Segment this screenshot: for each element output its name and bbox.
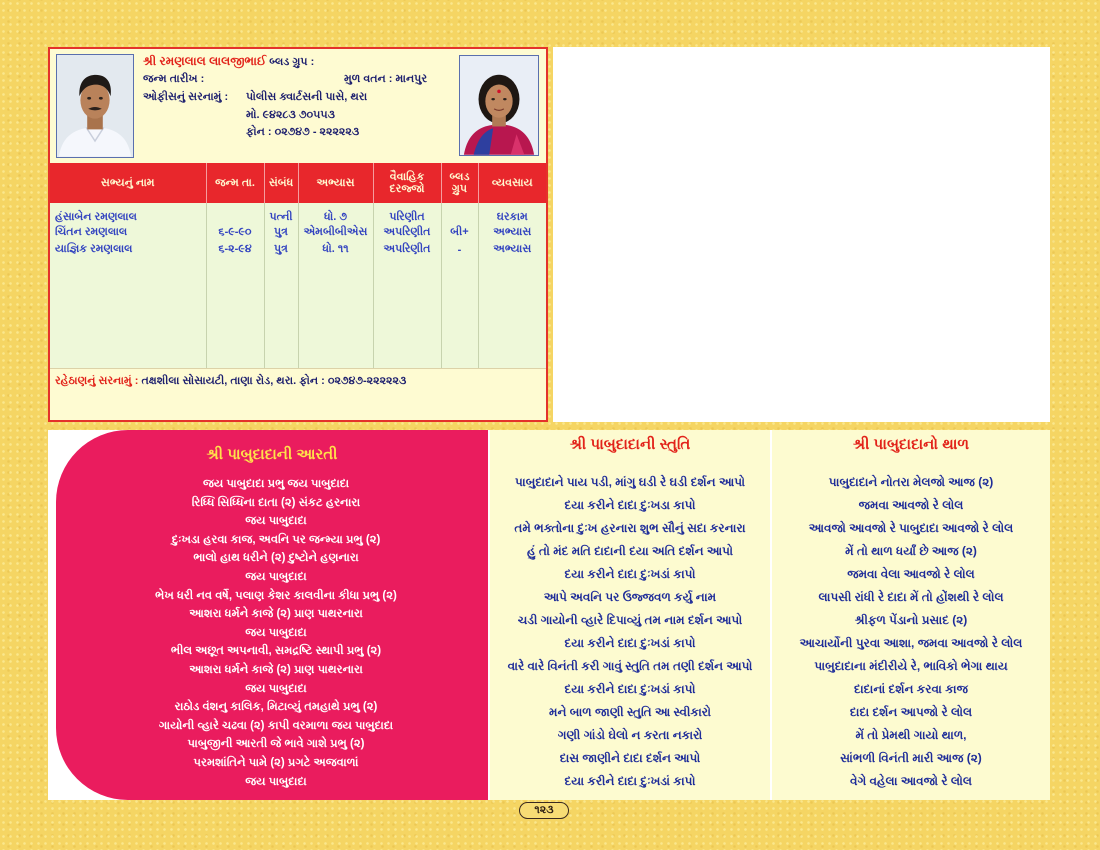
- member-marital-status: અપરિણીત: [373, 224, 441, 241]
- stuti-line: દયા કરીને દાદા દુઃખડાં કાપો: [564, 774, 696, 788]
- stuti-line: દયા કરીને દાદા દુઃખડા કાપો: [564, 498, 696, 512]
- mobile-number: મો. ૯૪૨૮૩ ૭૦૫૫૩: [246, 109, 335, 121]
- aarti-lines: [76, 475, 476, 791]
- aarti-line: જય પાબુદાદા: [245, 515, 307, 528]
- stuti-line: તમે ભક્તોના દુઃખ હરનારા શુભ સૌનું સદા કરનારા: [514, 521, 746, 535]
- member-occupation: ઘરકામ: [478, 203, 546, 224]
- thaal-line: જમવા વેલા આવજો રે લોલ: [847, 567, 975, 581]
- woman-portrait-icon: [460, 56, 538, 155]
- member-name: ચિંતન રમણલાલ: [50, 224, 206, 241]
- thaal-line: આવજો આવજો રે પાબુદાદા આવજો રે લોલ: [808, 521, 1014, 535]
- member-blood-group: -: [441, 241, 478, 258]
- column-header-relation: સંબંધ: [264, 163, 298, 203]
- stuti-line: દયા કરીને દાદા દુઃખડાં કાપો: [564, 682, 696, 696]
- prayers-section: [48, 430, 1050, 800]
- member-education: ધો. ૧૧: [298, 241, 373, 258]
- aarti-line: જય પાબુદાદા: [245, 626, 307, 639]
- member-marital-status: અપરિણીત: [373, 241, 441, 258]
- thaal-line: દાદા દર્શન આપજો રે લોલ: [849, 705, 973, 719]
- aarti-line: આશરા ધર્મને કાજે (૨) પ્રાણ પાથરનારા: [189, 608, 363, 621]
- stuti-line: હું તો મંદ મતિ દાદાની દયા અતિ દર્શન આપો: [527, 544, 733, 558]
- head-name-line: [143, 54, 314, 69]
- aarti-line: ભીલ અછૂત અપનાવી, સમદ્રષ્ટિ સ્થાપી પ્રભુ (૨): [170, 645, 382, 658]
- thaal-line: આચાર્યોની પુરવા આશા, જમવા આવજો રે લોલ: [799, 636, 1023, 650]
- stuti-line: વારે વારે વિનંતી કરી ગાવું સ્તુતિ તમ તણી દર્શન આપો: [507, 659, 753, 673]
- aarti-line: જય પાબુદાદા પ્રભુ જય પાબુદાદા: [202, 478, 350, 490]
- aarti-line: આશરા ધર્મને કાજે (૨) પ્રાણ પાથરનારા: [189, 663, 363, 676]
- stuti-line: ગણી ગાંડો ઘેલો ન કરતા નકારો: [557, 728, 703, 742]
- thaal-line: દાદાનાં દર્શન કરવા કાજ: [854, 682, 968, 696]
- member-education: ધો. ૭: [298, 203, 373, 224]
- native-label: મુળ વતન :: [344, 73, 393, 85]
- thaal-line: સાંભળી વિનંતી મારી આજ (૨): [840, 751, 982, 765]
- native-value: માનપુર: [395, 73, 428, 85]
- thaal-panel: [772, 430, 1050, 800]
- table-empty-space: [50, 258, 546, 368]
- member-relation: પત્ની: [264, 203, 298, 224]
- member-card: [48, 47, 548, 422]
- empty-cell: [298, 258, 373, 368]
- aarti-line: જય પાબુદાદા: [245, 682, 307, 695]
- table-header-row: [50, 163, 546, 203]
- aarti-line: ભાલો હાથ ધરીને (૨) દુષ્ટોને હણનારા: [193, 552, 359, 565]
- head-of-family-photo: [56, 54, 134, 158]
- residence-address-row: [50, 368, 546, 420]
- thaal-line: મેં તો થાળ ધર્યાં છે આજ (૨): [845, 544, 977, 558]
- thaal-line: પાબુદાદાને નોતરા મેલજો આજ (૨): [828, 475, 994, 489]
- stuti-panel: [490, 430, 770, 800]
- thaal-line: વેગે વહેલા આવજો રે લોલ: [849, 774, 973, 788]
- stuti-line: ચડી ગાયોની વ્હારે દિપાવ્યું તમ નામ દર્શન આપો: [517, 613, 743, 627]
- member-relation: પુત્ર: [264, 241, 298, 258]
- member-blood-group: બી+: [441, 224, 478, 241]
- stuti-line: આપે અવનિ પર ઉજ્જવળ કર્યુ નામ: [543, 590, 717, 604]
- empty-cell: [50, 258, 206, 368]
- stuti-line: દયા કરીને દાદા દુઃખડાં કાપો: [564, 567, 696, 581]
- aarti-line: રિધ્ધિ સિધ્ધિના દાતા (૨) સંકટ હરનારા: [191, 496, 361, 509]
- table-row: [50, 203, 546, 224]
- thaal-lines: [772, 471, 1050, 793]
- residence-address: તક્ષશીલા સોસાયટી, તાણા રોડ, થરા. ફોન : ૦૨૭૪૭-૨૨૨૨૨૩: [141, 375, 407, 387]
- dob-label: જન્મ તારીખ :: [143, 73, 205, 85]
- column-header-blood-group: બ્લડ ગ્રુપ: [441, 163, 478, 203]
- stuti-title: શ્રી પાબુદાદાની સ્તુતિ: [569, 436, 691, 453]
- member-education: એમબીબીએસ: [298, 224, 373, 241]
- member-name: યાજ્ઞિક રમણલાલ: [50, 241, 206, 258]
- member-blood-group: [441, 203, 478, 224]
- phone-number: ફોન : ૦૨૭૪૭ - ૨૨૨૨૨૩: [246, 126, 360, 138]
- residence-label: રહેઠાણનું સરનામું :: [55, 375, 139, 387]
- member-marital-status: પરિણીત: [373, 203, 441, 224]
- column-header-name: સભ્યનું નામ: [50, 163, 206, 203]
- member-dob: [206, 203, 264, 224]
- table-row: [50, 241, 546, 258]
- member-dob: ૬-૨-૯૪: [206, 241, 264, 258]
- aarti-line: ભેખ ધરી નવ વર્ષે, પલાણ કેશર કાલવીના કીધા પ્રભુ (૨): [155, 589, 397, 602]
- thaal-line: મેં તો પ્રેમથી ગાયો થાળ,: [855, 728, 967, 742]
- office-address: પોલીસ ક્વાર્ટસની પાસે, થરા: [246, 91, 368, 103]
- member-name: હંસાબેન રમણલાલ: [50, 203, 206, 224]
- empty-cell: [478, 258, 546, 368]
- head-name: શ્રી રમણલાલ લાલજીભાઈ: [143, 54, 267, 68]
- stuti-line: પાબુદાદાને પાય પડી, માંગુ ઘડી રે ઘડી દર્શન આપો: [514, 475, 745, 489]
- native-place: [344, 72, 427, 86]
- empty-cell: [206, 258, 264, 368]
- thaal-title: શ્રી પાબુદાદાનો થાળ: [852, 436, 970, 453]
- aarti-line: જય પાબુદાદા: [245, 775, 307, 788]
- aarti-panel: [56, 430, 488, 800]
- blood-group-label: બ્લડ ગ્રુપ :: [269, 56, 315, 68]
- spouse-photo: [459, 55, 539, 156]
- column-header-education: અભ્યાસ: [298, 163, 373, 203]
- family-members-table: [50, 163, 546, 368]
- aarti-line: ગાયોની વ્હારે ચઢવા (૨) કાપી વરમાળા જય પાબુદાદા: [158, 719, 394, 732]
- table-row: [50, 224, 546, 241]
- thaal-line: લાપસી રાંધી રે દાદા મેં તો હોંશથી રે લોલ: [818, 590, 1004, 604]
- member-dob: ૬-૯-૯૦: [206, 224, 264, 241]
- aarti-line: દુઃખડા હરવા કાજ, અવનિ પર જન્મ્યા પ્રભુ (૨): [171, 533, 381, 546]
- thaal-line: જમવા આવજો રે લોલ: [858, 498, 964, 512]
- thaal-line: શ્રીફળ પેંડાનો પ્રસાદ (૨): [854, 613, 968, 627]
- stuti-line: દયા કરીને દાદા દુઃખડાં કાપો: [564, 636, 696, 650]
- empty-cell: [264, 258, 298, 368]
- empty-cell: [373, 258, 441, 368]
- stuti-line: મને બાળ જાણી સ્તુતિ આ સ્વીકારો: [548, 705, 712, 719]
- stuti-lines: [490, 471, 770, 793]
- member-card-header: [50, 49, 546, 163]
- aarti-line: પરમશાંતિને પામે (૨) પ્રગટે અજવાળાં: [193, 756, 359, 769]
- column-header-marital-status: વૈવાહિક દરજ્જો: [373, 163, 441, 203]
- member-occupation: અભ્યાસ: [478, 241, 546, 258]
- office-label: ઓફીસનું સરનામું :: [143, 91, 229, 103]
- man-portrait-icon: [57, 55, 133, 157]
- page-number: ૧૨૩: [519, 802, 569, 819]
- stuti-line: દાસ જાણીને દાદા દર્શન આપો: [559, 751, 701, 765]
- aarti-line: જય પાબુદાદા: [245, 570, 307, 583]
- empty-entry-box: [553, 47, 1050, 422]
- member-occupation: અભ્યાસ: [478, 224, 546, 241]
- column-header-dob: જન્મ તા.: [206, 163, 264, 203]
- thaal-line: પાબુદાદાના મંદીરીયે રે, ભાવિકો ભેગા થાય: [814, 659, 1008, 673]
- aarti-title: શ્રી પાબુદાદાની આરતી: [206, 446, 338, 463]
- empty-cell: [441, 258, 478, 368]
- aarti-line: રાઠોડ વંશનુ કાલિક, મિટાવ્યું તમહાથે પ્રભુ (૨): [174, 701, 378, 714]
- column-header-occupation: વ્યવસાય: [478, 163, 546, 203]
- aarti-line: પાબુજીની આરતી જે ભાવે ગાશે પ્રભુ (૨): [187, 738, 365, 751]
- member-relation: પુત્ર: [264, 224, 298, 241]
